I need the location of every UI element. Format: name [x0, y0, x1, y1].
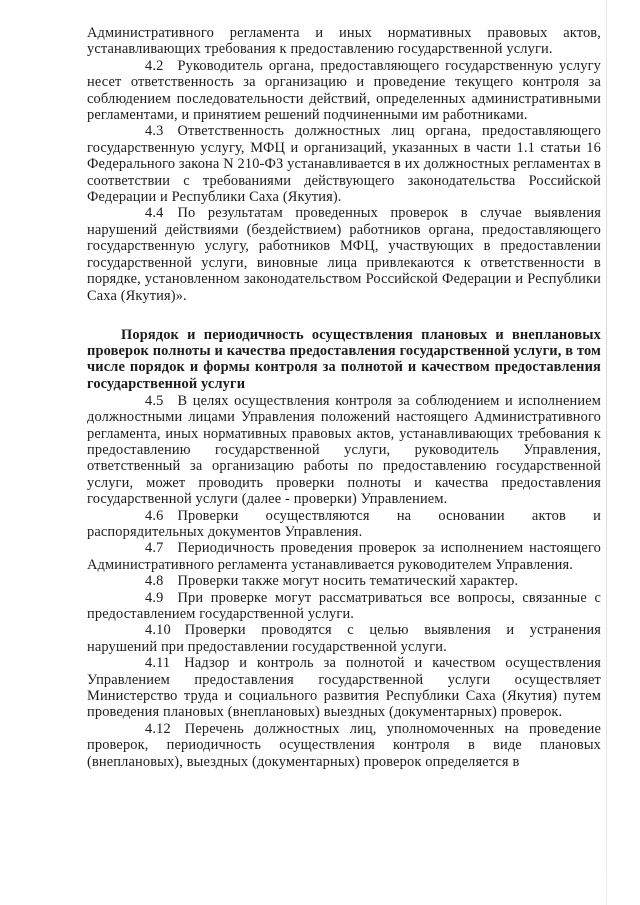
paragraph-text: Руководитель органа, предоставляющего государственную услугу несет ответственность за организацию и проведение текущего контроля за соблюдением последовательности действий, определенных административными регламентами, и принятием решений подчиненными им работниками.: [87, 57, 601, 124]
paragraph-text: Проверки проводятся с целью выявления и устранения нарушений при предоставлении государственной услуги.: [87, 622, 601, 655]
paragraph-number: 4.4: [145, 205, 164, 222]
paragraph-text: Надзор и контроль за полнотой и качеством осуществления Управлением предоставления государственной услуги осуществляет Министерство труда и социального развития Республики Саха (Якутия) путем проведения плановых (внеплановых) выездных (документарных) проверок.: [87, 655, 601, 721]
paragraph-4-10: [87, 622, 601, 655]
paragraph-number: 4.3: [145, 123, 164, 140]
paragraphs-part1: [87, 58, 601, 304]
paragraph-4-4: [87, 205, 601, 303]
paragraph-text: По результатам проведенных проверок в случае выявления нарушений действиями (бездействием) работников органа, предоставляющего государственную услугу, работников МФЦ, участвующих в предоставлении государственной услуги, виновные лица привлекаются к ответственности в порядке, установленном законодательством Российской Федерации и Республики Саха (Якутия)».: [87, 205, 601, 304]
paragraph-number: 4.2: [145, 57, 164, 74]
paragraph-4-5: [87, 393, 601, 508]
paragraph-number: 4.9: [145, 589, 164, 606]
paragraph-text: Ответственность должностных лиц органа, предоставляющего государственную услугу, МФЦ и организаций, указанных в части 1.1 статьи 16 Федерального закона N 210-ФЗ устанавливается в их должностных регламентах в соответствии с требованиями действующего законодательства Российской Федерации и Республики Саха (Якутия).: [87, 123, 601, 206]
paragraph-number: 4.12: [145, 720, 171, 737]
paragraphs-part2: [87, 393, 601, 770]
paragraph-text: При проверке могут рассматриваться все вопросы, связанные с предоставлением государственной услуги.: [87, 589, 601, 622]
paragraph-number: 4.10: [145, 622, 171, 639]
paragraph-4-8: [87, 573, 601, 589]
paragraph-number: 4.5: [145, 392, 164, 409]
paragraph-text: Проверки осуществляются на основании актов и распорядительных документов Управления.: [87, 507, 601, 540]
paragraph-4-9: [87, 590, 601, 623]
paragraph-4-2: [87, 58, 601, 124]
paragraph-4-7: [87, 540, 601, 573]
paragraph-4-3: [87, 123, 601, 205]
paragraph-text: Перечень должностных лиц, уполномоченных на проведение проверок, периодичность осуществления контроля в виде плановых (внеплановых), выездных (документарных) проверок определяется в: [87, 720, 601, 770]
document-page: [87, 25, 601, 770]
paragraph-text: Проверки также могут носить тематический характер.: [177, 573, 519, 590]
paragraph-4-12: [87, 721, 601, 770]
scan-edge-line: [606, 0, 607, 905]
paragraph-text: В целях осуществления контроля за соблюдением и исполнением должностными лицами Управления положений настоящего Административного регламента, иных нормативных правовых актов, устанавливающих требования к предоставлению государственной услуги, руководитель Управления, ответственный за организацию работы по предоставлению государственной услуги, может проводить проверки полноты и качества предоставления государственной услуги (далее - проверки) Управлением.: [87, 392, 601, 508]
paragraph-number: 4.6: [145, 507, 164, 524]
paragraph-4-6: [87, 508, 601, 541]
paragraph-text: Периодичность проведения проверок за исполнением настоящего Административного регламента устанавливается руководителем Управления.: [87, 540, 601, 573]
paragraph-number: 4.11: [145, 655, 171, 672]
opening-text: Административного регламента и иных нормативных правовых актов, устанавливающих требования к предоставлению государственной услуги.: [87, 25, 601, 58]
paragraph-number: 4.8: [145, 573, 164, 590]
section-heading: Порядок и периодичность осуществления плановых и внеплановых проверок полноты и качества предоставления государственной услуги, в том числе порядок и формы контроля за полнотой и качеством предоставления государственной услуги: [87, 326, 601, 392]
paragraph-number: 4.7: [145, 540, 164, 557]
paragraph-4-11: [87, 655, 601, 721]
